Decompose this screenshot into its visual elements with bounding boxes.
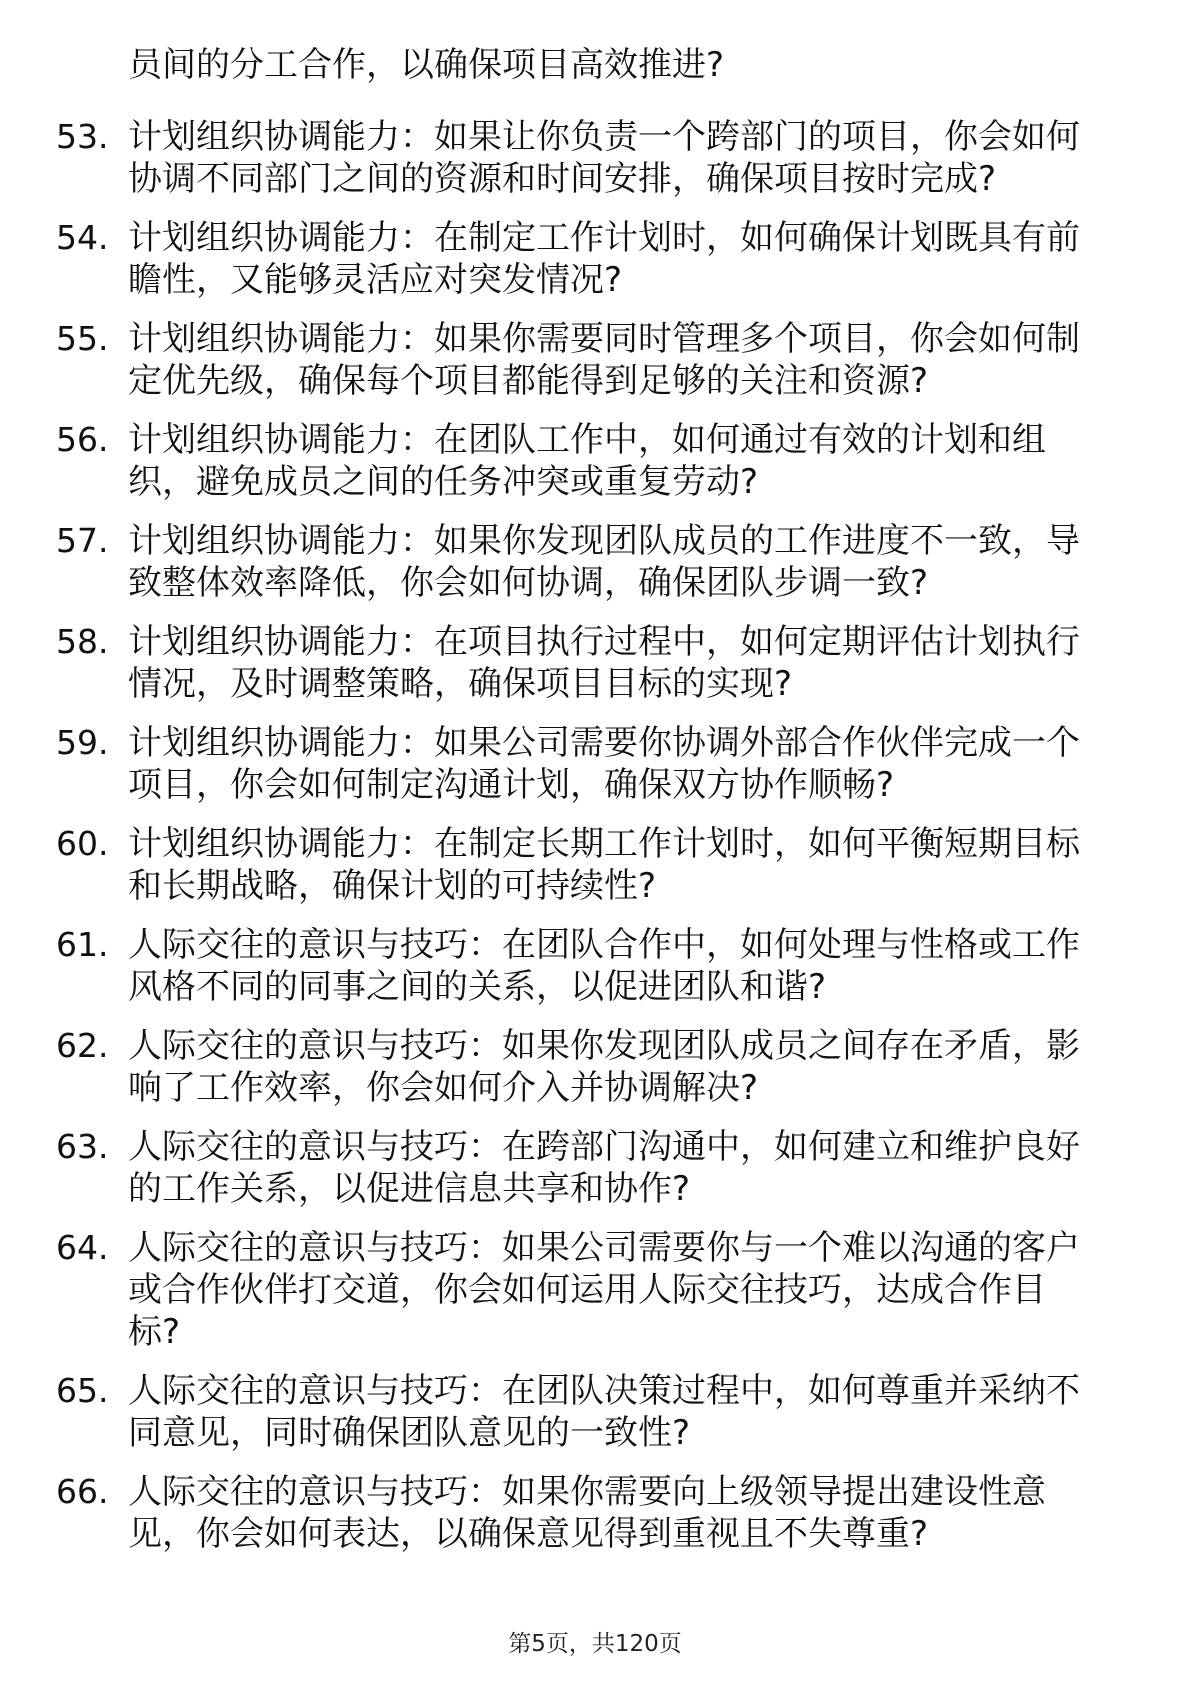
question-item: [0, 621, 1190, 705]
question-text-line: 同意见，同时确保团队意见的一致性?: [128, 1413, 691, 1453]
question-text-line: 计划组织协调能力：在制定工作计划时，如何确保计划既具有前: [128, 218, 1080, 258]
question-text: [128, 621, 1118, 705]
question-text: [128, 520, 1118, 604]
question-text: [128, 1471, 1118, 1555]
question-number: 66.: [56, 1472, 109, 1511]
question-text-line: 织，避免成员之间的任务冲突或重复劳动?: [128, 462, 759, 502]
question-number: 64.: [56, 1228, 109, 1267]
question-text-line: 风格不同的同事之间的关系，以促进团队和谐?: [128, 967, 827, 1007]
question-number: 65.: [56, 1371, 109, 1410]
question-text-line: 项目，你会如何制定沟通计划，确保双方协作顺畅?: [128, 765, 895, 805]
question-text-line: 计划组织协调能力：如果让你负责一个跨部门的项目，你会如何: [128, 117, 1080, 157]
question-number: 60.: [56, 824, 109, 863]
question-number: 59.: [56, 723, 109, 762]
question-item: [0, 1370, 1190, 1454]
question-text-line: 人际交往的意识与技巧：在跨部门沟通中，如何建立和维护良好: [128, 1127, 1080, 1167]
question-text-line: 协调不同部门之间的资源和时间安排，确保项目按时完成?: [128, 159, 997, 199]
question-item: [0, 217, 1190, 301]
continued-question-text: 员间的分工合作，以确保项目高效推进?: [128, 45, 725, 85]
question-text: [128, 217, 1118, 301]
question-text: [128, 722, 1118, 806]
page-footer: 第5页，共120页: [508, 1631, 682, 1657]
question-text: [128, 1025, 1118, 1109]
question-number: 57.: [56, 521, 109, 560]
question-text-line: 计划组织协调能力：如果你发现团队成员的工作进度不一致，导: [128, 521, 1080, 561]
question-text: [128, 1370, 1118, 1454]
question-text-line: 定优先级，确保每个项目都能得到足够的关注和资源?: [128, 361, 929, 401]
question-number: 61.: [56, 925, 109, 964]
question-text-line: 计划组织协调能力：在团队工作中，如何通过有效的计划和组: [128, 420, 1046, 460]
question-text: [128, 1227, 1118, 1353]
question-item: [0, 924, 1190, 1008]
question-text-line: 人际交往的意识与技巧：如果你发现团队成员之间存在矛盾，影: [128, 1026, 1080, 1066]
question-list: [0, 116, 1190, 1572]
question-text: [128, 1126, 1118, 1210]
question-text: [128, 823, 1118, 907]
question-text-line: 或合作伙伴打交道，你会如何运用人际交往技巧，达成合作目: [128, 1270, 1046, 1310]
question-item: [0, 722, 1190, 806]
question-item: [0, 1126, 1190, 1210]
question-text-line: 的工作关系，以促进信息共享和协作?: [128, 1169, 691, 1209]
question-item: [0, 823, 1190, 907]
question-text-line: 人际交往的意识与技巧：在团队决策过程中，如何尊重并采纳不: [128, 1371, 1080, 1411]
question-text-line: 见，你会如何表达，以确保意见得到重视且不失尊重?: [128, 1514, 929, 1554]
question-number: 56.: [56, 420, 109, 459]
question-text-line: 致整体效率降低，你会如何协调，确保团队步调一致?: [128, 563, 929, 603]
question-text-line: 计划组织协调能力：在项目执行过程中，如何定期评估计划执行: [128, 622, 1080, 662]
question-item: [0, 1471, 1190, 1555]
question-text: [128, 116, 1118, 200]
question-text-line: 人际交往的意识与技巧：如果公司需要你与一个难以沟通的客户: [128, 1228, 1080, 1268]
question-text-line: 计划组织协调能力：如果你需要同时管理多个项目，你会如何制: [128, 319, 1080, 359]
question-number: 53.: [56, 117, 109, 156]
question-text-line: 计划组织协调能力：如果公司需要你协调外部合作伙伴完成一个: [128, 723, 1080, 763]
question-number: 54.: [56, 218, 109, 257]
question-item: [0, 1227, 1190, 1353]
question-text-line: 和长期战略，确保计划的可持续性?: [128, 866, 657, 906]
question-text-line: 标?: [128, 1312, 181, 1352]
question-text: [128, 419, 1118, 503]
question-item: [0, 1025, 1190, 1109]
question-text-line: 瞻性，又能够灵活应对突发情况?: [128, 260, 623, 300]
question-text-line: 情况，及时调整策略，确保项目目标的实现?: [128, 664, 793, 704]
question-item: [0, 520, 1190, 604]
question-item: [0, 419, 1190, 503]
question-text-line: 人际交往的意识与技巧：如果你需要向上级领导提出建设性意: [128, 1472, 1046, 1512]
question-text: [128, 924, 1118, 1008]
question-text-line: 人际交往的意识与技巧：在团队合作中，如何处理与性格或工作: [128, 925, 1080, 965]
question-text-line: 响了工作效率，你会如何介入并协调解决?: [128, 1068, 759, 1108]
question-number: 63.: [56, 1127, 109, 1166]
question-text-line: 计划组织协调能力：在制定长期工作计划时，如何平衡短期目标: [128, 824, 1080, 864]
question-item: [0, 318, 1190, 402]
question-text: [128, 318, 1118, 402]
question-number: 62.: [56, 1026, 109, 1065]
question-number: 58.: [56, 622, 109, 661]
question-item: [0, 116, 1190, 200]
question-number: 55.: [56, 319, 109, 358]
